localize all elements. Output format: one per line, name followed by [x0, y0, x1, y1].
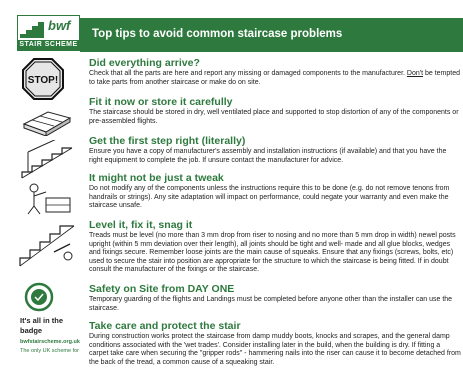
stairs-icon: [18, 140, 76, 180]
stop-sign-label: STOP!: [27, 75, 59, 86]
section-body: During construction works protect the staircase from damp muddy boots, knocks and scrapes, and the general damp conditions associated with the 'wet trades'. Consider installing later in the build, when the building is dry. If fitting a carpet take care when securing the "gripper rods" - hammering nails into the riser can cause it to become detached from the back of the tread, a common cause of a squeaking stair.: [89, 333, 461, 366]
section-body: [89, 70, 461, 87]
section-body: Do not modify any of the components unless the instructions require this to be done (e.g. do not remove tenons from handrails or strings). Any site adaptation will impact on performance, could negate your warranty and even make the staircase unsafe.: [89, 185, 450, 210]
badge-line1: It's all in the: [20, 316, 64, 325]
page-title: Top tips to avoid common staircase problems: [92, 28, 343, 40]
section-heading: Level it, fix it, snag it: [89, 219, 193, 231]
section-heading: Safety on Site from DAY ONE: [89, 283, 235, 295]
header-bar: [80, 18, 463, 52]
section-fit-or-store: [89, 96, 461, 126]
section-heading: It might not be just a tweak: [89, 172, 224, 184]
section-level-fix-snag: [89, 219, 461, 275]
section-body-post: be tempted to take parts from another staircase or make do on site.: [89, 70, 460, 86]
logo-graphic: [18, 16, 79, 40]
section-first-step: [89, 135, 461, 165]
section-heading: Take care and protect the stair: [89, 320, 241, 332]
section-heading: Get the first step right (literally): [89, 135, 246, 147]
section-safety-day-one: [89, 283, 461, 313]
section-body: Temporary guarding of the flights and Landings must be completed before anyone other than the installer can use the staircase.: [89, 296, 453, 312]
logo-text: STAIR SCHEME: [19, 41, 78, 48]
section-body: The staircase should be stored in dry, well ventilated place and supported to stop distortion of any of the components or pre-assembled flights.: [89, 109, 459, 125]
section-body: Ensure you have a copy of manufacturer's assembly and installation instructions (if available) and that you have the right equipment to complete the job. If unsure contact the manufacturer for advice.: [89, 148, 447, 164]
stair-fixing-icon: [18, 222, 76, 268]
section-protect-stair: [89, 320, 461, 367]
section-did-everything-arrive: [89, 57, 461, 87]
section-body-emph: Don't: [406, 70, 424, 77]
section-body-pre: Check that all the parts are here and report any missing or damaged components to the manufacturer.: [89, 70, 407, 77]
section-heading: Fit it now or store it carefully: [89, 96, 233, 108]
stacked-boards-icon: [20, 104, 74, 136]
stop-sign-icon: [22, 58, 64, 100]
bwf-logo: [17, 15, 80, 51]
section-not-a-tweak: [89, 172, 461, 211]
logo-mark: bwf: [48, 18, 71, 33]
badge-note: The only UK scheme for: [20, 348, 79, 354]
section-heading: Did everything arrive?: [89, 57, 200, 69]
worker-tools-icon: [20, 180, 74, 216]
section-body: Treads must be level (no more than 3 mm drop from riser to nosing and no more than 5 mm drop in width) newel posts upright (within 5 mm deviation over their length), all joints should be tight and well- made and all glue blocks, wedges and fixings secure. Remember loose joints are the main cause of squeaks. Ensure that any fixings (screws, bolts, etc) used to secure the stair into position are appropriate for the structure to which the staircase is being fitted. If in doubt consult the manufacturer of the fixings or the staircase.: [89, 232, 456, 274]
badge-url-link[interactable]: bwfstairscheme.org.uk: [20, 339, 80, 345]
safety-badge-icon: [24, 282, 54, 312]
badge-line2: badge: [20, 326, 43, 335]
